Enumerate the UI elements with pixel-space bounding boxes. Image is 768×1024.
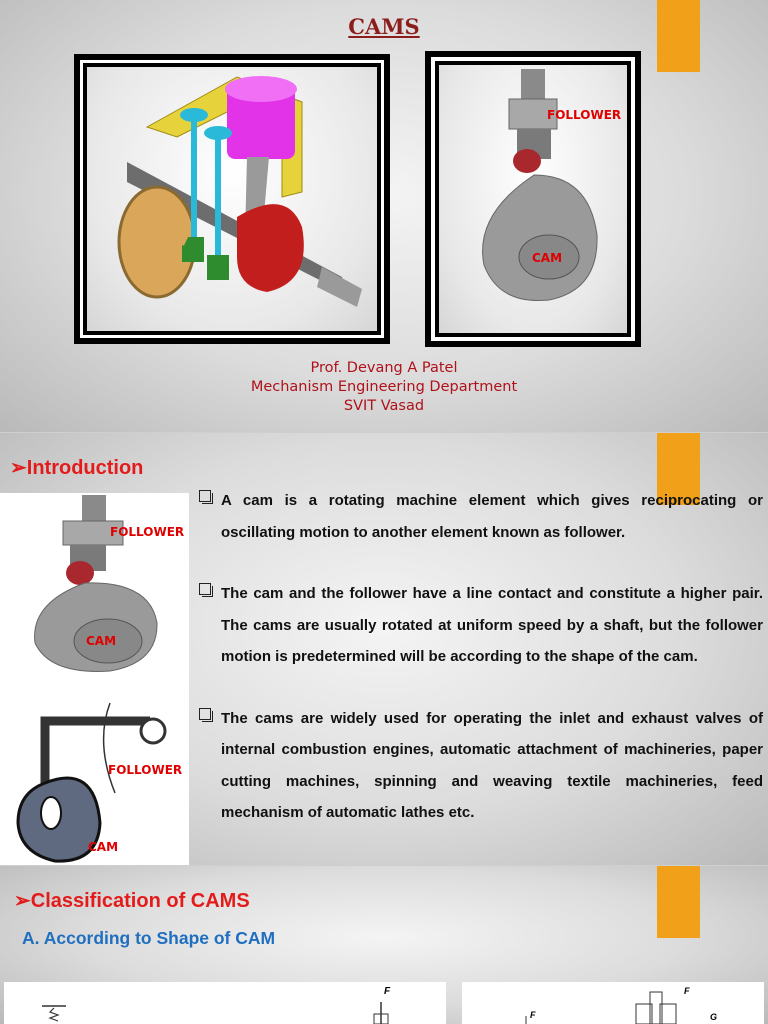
introduction-slide — [0, 433, 768, 865]
cam-shape-figure-2 — [462, 982, 764, 1024]
title-slide — [0, 0, 768, 432]
cam-shape-diagram-2 — [462, 982, 764, 1024]
force-label: F — [530, 1010, 536, 1020]
introduction-heading: ➢Introduction — [10, 457, 144, 479]
force-label: F — [684, 986, 690, 996]
valve-stem-2 — [215, 135, 221, 255]
classification-slide — [0, 866, 768, 1024]
checkbox-bullet-icon — [199, 583, 211, 595]
engine-image-frame — [74, 54, 390, 344]
cam-label: CAM — [532, 251, 563, 265]
checkbox-bullet-icon — [199, 490, 211, 502]
classification-subheading: A. According to Shape of CAM — [22, 928, 276, 948]
cam-shape-figure-1 — [4, 982, 446, 1024]
bullet-text: The cams are widely used for operating the inlet and exhaust valves of internal combustion engines, automatic attachment of machineries, paper cutting machines, spinning and weaving textile machineries, feed mechanism of automatic lathes etc. — [221, 709, 763, 821]
piston-top — [225, 76, 297, 102]
bullet-text: A cam is a rotating machine element which gives reciprocating or oscillating motion to another element known as follower. — [221, 492, 763, 541]
bullet-text: The cam and the follower have a line contact and constitute a higher pair. The cams are usually rotated at uniform speed by a shaft, but the follower motion is predetermined will be according to the shape of the cam. — [221, 585, 763, 665]
checkbox-bullet-icon — [199, 708, 211, 720]
bullet-item — [199, 485, 763, 548]
valve-head-1 — [180, 108, 208, 122]
shaft-end — [317, 267, 362, 307]
intro-bullet-list — [199, 485, 763, 859]
spring-icon — [50, 1008, 58, 1021]
force-label: F — [384, 986, 391, 997]
valve-stem-1 — [191, 117, 197, 257]
department-name: Mechanism Engineering Department — [250, 379, 518, 395]
cam-shape-diagram-1 — [4, 982, 446, 1024]
cam-figures-illustration — [0, 493, 189, 865]
follower-rod — [82, 495, 106, 523]
cam-follower-image-frame — [425, 51, 641, 347]
credits-block — [0, 359, 768, 416]
cam-bore — [41, 797, 61, 829]
crank — [237, 204, 304, 292]
bullet-item — [199, 578, 763, 673]
cam-label-2: CAM — [88, 840, 119, 854]
engine-mechanism-illustration — [87, 67, 377, 331]
slide-title: CAMS — [348, 14, 420, 39]
follower-roller — [66, 561, 94, 585]
follower-rod — [521, 69, 545, 103]
follower-label-2: FOLLOWER — [108, 763, 183, 777]
valve-head-2 — [204, 126, 232, 140]
institute-name: SVIT Vasad — [343, 398, 425, 414]
cam-label: CAM — [86, 634, 117, 648]
lever-pivot — [141, 719, 165, 743]
cam-green-2 — [207, 255, 229, 280]
follower-label: FOLLOWER — [110, 525, 185, 539]
bullet-item — [199, 703, 763, 829]
cam-follower-illustration — [439, 65, 627, 333]
follower-roller — [513, 149, 541, 173]
guide-label: G — [710, 1012, 718, 1022]
classification-heading: ➢Classification of CAMS — [14, 890, 250, 912]
author-name: Prof. Devang A Patel — [310, 360, 458, 376]
cam-figures-panel — [0, 493, 189, 865]
follower-label: FOLLOWER — [547, 108, 622, 122]
accent-bar — [657, 866, 700, 938]
